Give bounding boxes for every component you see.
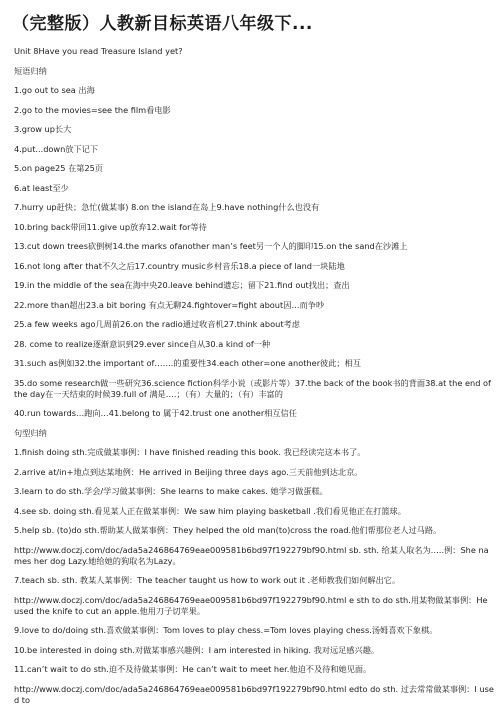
sentence-item: http://www.doczj.com/doc/ada5a246864769eae009581b6bd97f192279bf90.html e sth to do sth.用某物做某事例：He used the knife to cut an apple.他用刀子切苹果。 — [14, 594, 488, 616]
sentence-item: 9.love to do/doing sth.喜欢做某事例：Tom loves to play chess.=Tom loves playing chess.汤姆喜欢下象棋。 — [14, 625, 438, 635]
phrase-item: 6.at least至少 — [14, 182, 69, 193]
phrase-item: 4.put...down放下记下 — [14, 143, 99, 154]
phrase-item: 16.not long after that不久之后17.country music乡村音乐18.a piece of land一块陆地 — [14, 260, 345, 271]
phrase-item: 3.grow up长大 — [14, 124, 72, 134]
phrase-item: 35.do some research做一些研究36.science fiction科学小说（或影片等）37.the back of the book书的背面38.at the end of the day在一天结束的时候39.full of 满是….；（有）大量的；（有）丰富的 — [14, 377, 491, 399]
phrase-item: 40.run towards…跑向…41.belong to 属于42.trust one another相互信任 — [14, 408, 297, 418]
phrase-item: 10.bring back带回11.give up放弃12.wait for等待 — [14, 221, 207, 232]
sentence-item: 10.be interested in doing sth.对做某事感兴趣例：I am interested in hiking. 我对远足感兴趣。 — [14, 644, 380, 655]
phrase-item: 25.a few weeks ago几周前26.on the radio通过收音机27.think about考虑 — [14, 319, 300, 329]
document-body — [0, 36, 504, 706]
sentence-item: 1.finish doing sth.完成做某事例：I have finished reading this book. 我已经读完这本书了。 — [14, 447, 366, 457]
sentence-item: 2.arrive at/in+地点到达某地例：He arrived in Beijing three days ago.三天前他到达北京。 — [14, 466, 363, 477]
phrase-item: 1.go out to sea 出海 — [14, 85, 95, 95]
subheading-phrases: 短语归纳 — [14, 65, 47, 76]
phrase-item: 22.more than超出23.a bit boring 有点无聊24.fightover=fight about因…而争吵 — [14, 299, 325, 310]
phrase-item: 28. come to realize逐渐意识到29.ever since自从30.a kind of一种 — [14, 338, 271, 349]
phrase-item: 7.hurry up赶快；急忙(做某事) 8.on the island在岛上9.have nothing什么也没有 — [14, 202, 320, 212]
phrase-item: 13.cut down trees砍倒树14.the marks ofanother man’s feet另一个人的脚印15.on the sand在沙滩上 — [14, 241, 408, 251]
phrase-item: 31.such as例如32.the important of…….的重要性34.each other=one another彼此；相互 — [14, 358, 361, 368]
phrase-item: 2.go to the movies=see the film看电影 — [14, 104, 171, 115]
sentence-item: 3.learn to do sth.学会/学习做某事例：She learns to make cakes. 她学习做蛋糕。 — [14, 486, 328, 496]
document-title: （完整版）人教新目标英语八年级下... — [12, 14, 313, 34]
sentence-item: http://www.doczj.com/doc/ada5a246864769eae009581b6bd97f192279bf90.html sb. sth. 给某人取名为…..例：She names her dog Lazy.她给她的狗取名为Lazy。 — [14, 544, 489, 566]
sentence-item: 4.see sb. doing sth.看见某人正在做某事例：We saw him playing basketball .我们看见他正在打篮球。 — [14, 505, 406, 516]
section-heading: Unit 8Have you read Treasure Island yet? — [14, 46, 183, 56]
phrase-item: 19.in the middle of the sea在海中央20.leave behind遗忘；留下21.find out找出；查出 — [14, 280, 350, 290]
sentence-item: http://www.doczj.com/doc/ada5a246864769eae009581b6bd97f192279bf90.html edto do sth. 过去常常做某事例：I used to — [14, 683, 494, 705]
sentence-item: 11.can’t wait to do sth.迫不及待做某事例：He can’t wait to meet her.他迫不及待和她见面。 — [14, 664, 372, 674]
sentence-item: 5.help sb. (to)do sth.帮助某人做某事例：They helped the old man(to)cross the road.他们帮那位老人过马路。 — [14, 525, 442, 535]
phrase-item: 5.on page25 在第25页 — [14, 163, 104, 173]
subheading-sentences: 句型归纳 — [14, 427, 47, 438]
sentence-item: 7.teach sb. sth. 教某人某事例：The teacher taught us how to work out it .老师教我们如何解出它。 — [14, 575, 401, 585]
